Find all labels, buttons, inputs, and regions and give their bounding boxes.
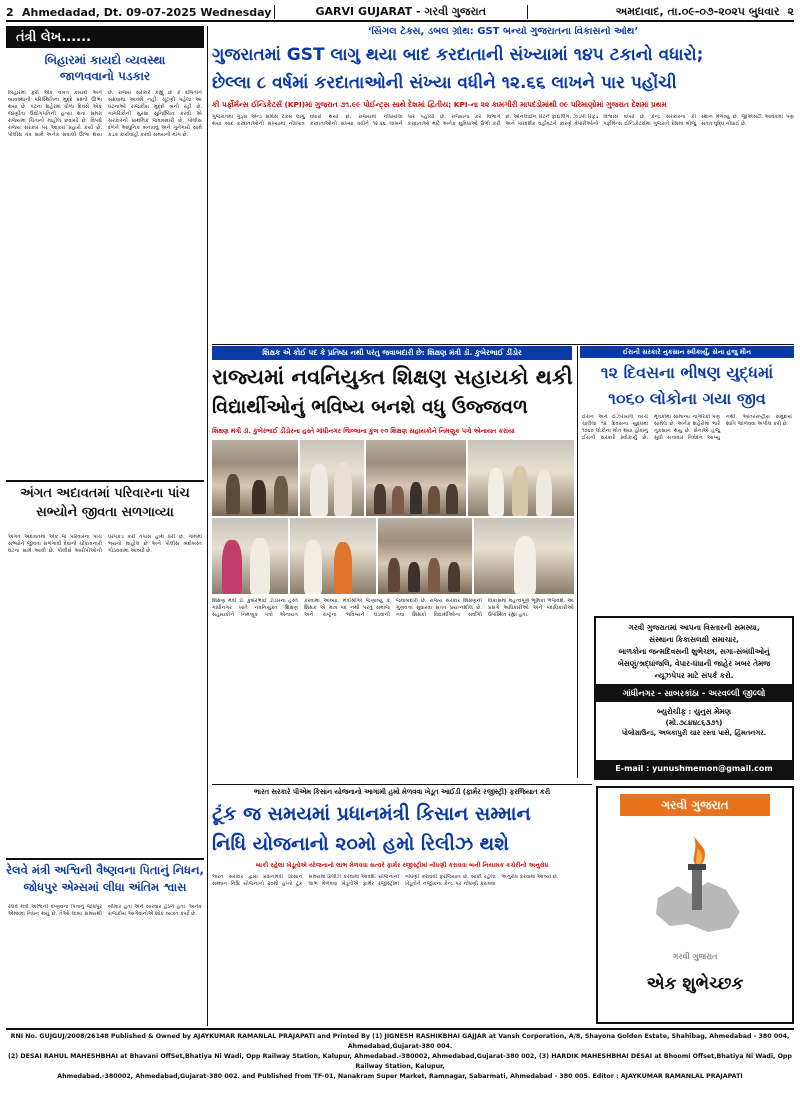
railway-story-headline: રેલવે મંત્રી અશ્વિની વૈષ્ણવના પિતાનું નિધન, જોધપુર એમ્સમાં લીધા અંતિમ શ્વાસ — [6, 863, 204, 894]
advert-line-2: સંસ્થાના કિકાસલક્ષી સમાચાર, — [649, 635, 739, 644]
teachers-headline-line2: વિદ્યાર્થીઓનું ભવિષ્ય બનશે વધુ ઉજ્જવળ — [212, 396, 528, 418]
imprint — [6, 1032, 794, 1098]
lead-headline-line2: છેલ્લા ૮ વર્ષમાં કરદાતાઓની સંખ્યા વધીને ૧૨.૬૬ લાખને પાર પહોંચી — [212, 73, 677, 93]
advert-phone: (મો.૭૮૪૪૮૬૩૭૧) — [665, 718, 723, 727]
lead-kicker: ‘સિંગલ ટેક્સ, ડબલ ગ્રોથ: GST બન્યો ગુજરાતના વિકાસનો ઓથ’ — [367, 26, 639, 37]
war-headline-line1: ૧૨ દિવસના ભીષણ યુદ્ધમાં — [600, 363, 774, 382]
imprint-line-1: RNI No. GUJGUJ/2008/26148 Published & Owned by AJAYKUMAR RAMANLAL PRAJAPATI and Printed By (1) JIGNESH RASHIKBHAI GAJJAR at Vansh Corporation, A/8, Shayona Golden Estate, Shahibag, Ahmedabad - 380 004, Ahmedabad,Gujarat-380 004. — [10, 1033, 790, 1050]
photo-felicitation — [290, 518, 376, 594]
header-date-english: Ahmedadad, Dt. 09-07-2025 Wednesday — [22, 5, 272, 19]
railway-story-body: રેલવે મંત્રી અશ્વિની વૈષ્ણવના પિતાનું જોધપુર એમ્સમાં નિધન થયું છે. તેઓ લાંબા સમયથી બીમાર હતા અને સારવાર હેઠળ હતા. અનેક રાજકીય આગેવાનોએ શોક વ્યક્ત કર્યો છે. — [8, 904, 202, 917]
gst-story-body: ગુજરાતમાં ગુડ્સ એન્ડ સર્વિસ ટેક્સ લાગુ થયા બાદ કરદાતાઓની સંખ્યામાં નોંધપાત્ર વધારો થયો છે. રાજ્યમાં નોંધાયેલા કરદાતાઓની સંખ્યા વધીને ૧૨.૬૬ લાખને પાર પહોંચી છે. રાજ્યના કર વિભાગે કરદાતાઓ માટે અનેક સુવિધાઓ ઉભી કરી છે. ઓનલાઈન રિટર્ન ફાઈલિંગ, ઝડપી રિફંડ અને પારદર્શક વહીવટને કારણે વેપારીઓનો વિશ્વાસ વધ્યો છે. કેન્દ્ર સરકારના કી પર્ફોર્મન્સ ઈન્ડિકેટર્સમાં ગુજરાતે દેશમાં બીજું સ્થાન મેળવ્યું છે. જીએસટી આવકમાં પણ સતત વૃદ્ધિ નોંધાઈ છે. — [212, 114, 794, 127]
advert-region: ગાંધીનગર - સાબરકાંઠા - અરવલ્લી જીલ્લો — [596, 684, 792, 702]
advert2-title: ગરવી ગુજરાત — [620, 794, 770, 816]
advert-address: પોલોગ્રાઉન્ડ, અલકાપુરી ચાર રસ્તા પાસે, હિંમતનગર. — [621, 729, 767, 737]
editorial-tag-text: તંત્રી લેખ...... — [16, 29, 92, 45]
war-kicker: ઈરાની સરકારે નુકસાન સ્વીકાર્યું, સેના હજુ મૌન — [580, 346, 794, 358]
photo-candidates — [378, 518, 472, 594]
kisan-strap: બાકી રહેલા ખેડૂતોએ યોજનાનો લાભ મેળવવા સત્વરે ફાર્મર રજીસ્ટ્રીમાં નોંધણી કરાવવા બની નિયામક કચેરીનો અનુરોધ — [255, 862, 549, 869]
advert2-wish: એક શુભેચ્છક — [646, 974, 744, 994]
photo-dais — [468, 440, 574, 516]
fire-story-headline: અંગત અદાવતમાં પરિવારના પાંચ સભ્યોને જીવતા સળગાવ્યા — [20, 486, 190, 520]
editorial-title: બિહારમાં કાયદો વ્યવસ્થા જાળવવાનો પડકાર — [44, 53, 166, 83]
photo-audience — [366, 440, 466, 516]
contact-advert — [594, 616, 794, 780]
header-date-gujarati: અમદાવાદ, તા.૦૯-૦૭-૨૦૨૫ બુધવાર — [615, 5, 780, 18]
advert-bureau-chief: બ્યુરોચીફ : યુનુસ મેમણ — [657, 707, 731, 716]
lead-subhead: કી પર્ફોર્મન્સ ઈન્ડિકેટર્સ (KPI)માં ગુજરાત ૭૧.૯૯ પોઈન્ટ્સ સાથે દેશમાં દ્વિતીય; KPI-ના ૨૨ કામગીરી માપદંડોમાંથી ૦૯ પરિમાણોમાં ગુજરાત દેશમાં પ્રથમ — [212, 100, 667, 109]
teachers-strap: શિક્ષણ મંત્રી ડૉ. કુબેરભાઈ ડીંડોરના હસ્તે ગાંધીનગર જિલ્લાના કુલ ૯૦ શિક્ષણ સહાયકોને નિમણૂક પત્રો એનાયત કરાયા — [212, 427, 515, 435]
editorial-body: બિહારમાં ફરી એક વખત કાયદો અને વ્યવસ્થાની પરિસ્થિતિના મુદ્દે પ્રશ્નો ઊભા થયા છે. પટના શહેરમાં ધોળા દિવસે એક જાણીતા ઉદ્યોગપતિની હત્યા થતા સમગ્ર રાજ્યમાં ચિંતાનો માહોલ છવાયો છે. વિપક્ષે રાજ્ય સરકાર પર આકરા પ્રહારો કર્યા છે. પોલીસ તંત્ર સામે અનેક સવાલો ઊભા થયા છે. રાજ્ય સરકારે કહ્યું છે કે દોષિતોને બક્ષવામાં આવશે નહીં. ચૂંટણી પહેલા આ ઘટનાઓ રાજકીય મુદ્દો બની રહી છે. નાગરિકોની સુરક્ષા સુનિશ્ચિત કરવી એ સરકારની પ્રાથમિક જવાબદારી છે. પોલીસ દળને આધુનિક બનાવવું અને ગુનેગારો સામે કડક કાર્યવાહી કરવી સમયની માંગ છે. — [8, 90, 202, 138]
war-headline-line2: ૧૦૬૦ લોકોના ગયા જીવ — [608, 389, 766, 408]
teachers-headline-line1: રાજ્યમાં નવનિયુક્ત શિક્ષણ સહાયકો થકી — [212, 365, 573, 389]
teachers-kicker: શિક્ષક એ કોઈ પદ કે પ્રતિષ્ઠા નથી પરંતુ જવાબદારી છે: શિક્ષણ મંત્રી ડૉ. કુબેરભાઈ ડીંડોર — [212, 346, 572, 360]
advert-line-5: ન્યૂઝપેપર માટે સંપર્ક કરો. — [654, 671, 734, 680]
teachers-story-body: શિક્ષણ મંત્રી ડૉ. કુબેરભાઈ ડીંડોરના હસ્તે ગાંધીનગર ખાતે નવનિયુક્ત શિક્ષણ સહાયકોને નિમણૂક પત્રો એનાયત કરવામાં આવ્યા. મંત્રીશ્રીએ જણાવ્યું કે શિક્ષક એ માત્ર પદ નથી પરંતુ સમાજ અને રાષ્ટ્રના ભવિષ્યને ઘડવાની જવાબદારી છે. રાજ્ય સરકાર શિક્ષણની ગુણવત્તા સુધારવા સતત પ્રયત્નશીલ છે. નવા શિક્ષકો વિદ્યાર્થીઓના સર્વાંગી વિકાસમાં મહત્વપૂર્ણ ભૂમિકા ભજવશે. આ પ્રસંગે અધિકારીઓ અને પદાધિકારીઓ ઉપસ્થિત રહ્યા હતા. — [212, 598, 574, 618]
photo-appointment-letter — [212, 518, 288, 594]
kisan-headline-line2: નિધિ યોજનાનો ૨૦મો હમો રિલીઝ થશે — [212, 833, 509, 855]
kisan-headline-line1: ટૂંક જ સમયમાં પ્રધાનમંત્રી કિસાન સમ્માન — [212, 803, 531, 825]
photo-seminar-hall — [212, 440, 298, 516]
advert-line-3: બાળકોના જન્મદિવસની શુભેચ્છા, સગા-સંબંધીઓનું — [618, 647, 770, 656]
imprint-line-2: (2) DESAI RAHUL MAHESHBHAI at Bhavani OffSet,Bhatiya Ni Wadi, Opp Railway Station, Kalupur, Ahmedabad.-380002, Ahmedabad,Gujarat-380 002, (3) HARDIK MAHESHBHAI DESAI at Bhoomi Offset,Bhatiya Ni Wadi, Opp Railway Station, Kalupur, — [8, 1053, 792, 1070]
gujarat-torch-logo — [648, 828, 748, 948]
page-number-right: ૨ — [787, 5, 794, 18]
kisan-story-body: ભારત સરકાર દ્વારા પ્રધાનમંત્રી કિસાન સમ્માન નિધિ યોજનાનો ૨૦મો હપ્તો ટૂંક સમયમાં રિલીઝ કરવામાં આવશે. યોજનાનો લાભ મેળવવા ખેડૂતોએ ફાર્મર રજીસ્ટ્રીમાં નોંધણી કરાવવી ફરજિયાત છે. બાકી રહેલા ખેડૂતોને નજીકના કેન્દ્ર પર નોંધણી કરાવવા અનુરોધ કરવામાં આવ્યો છે. — [212, 874, 559, 887]
advert-email: E-mail : yunushmemon@gmail.com — [596, 760, 792, 778]
advert2-caption: ગરવી ગુજરાત — [672, 952, 718, 961]
advert-line-4: બેસણું/શ્રદ્ધાંજલિ, વેપાર-ધંધાની જાહેર ખબર તેમજ — [617, 659, 771, 668]
page-header — [6, 4, 794, 22]
editorial-tag — [6, 26, 204, 48]
header-brand: GARVI GUJARAT - ગરવી ગુજરાત — [274, 5, 528, 19]
page-number: 2 — [6, 5, 14, 19]
photo-minister-stage — [300, 440, 364, 516]
lead-headline-line1: ગુજરાતમાં GST લાગુ થયા બાદ કરદાતાની સંખ્યામાં ૧૪૫ ટકાનો વધારો; — [212, 45, 704, 65]
photo-speech — [474, 518, 574, 594]
well-wisher-advert — [596, 786, 794, 1024]
imprint-line-3: Ahmedabad.-380002, Ahmedabad,Gujarat-380 002. and Published from TF-01, Nanakram Super Market, Ramnagar, Sabarmati, Ahmedabad - 380 005. Editor : AJAYKUMAR RAMANLAL PRAJAPATI — [57, 1073, 743, 1080]
advert-line-1: ગરવી ગુજરાતમાં આપના વિસ્તારની સમસ્યા, — [628, 623, 760, 632]
war-story-body: ઈરાન અને ઈઝરાયલ વચ્ચે ચાલેલા ૧૨ દિવસના યુદ્ધમાં ૧૦૬૦ લોકોના મોત થયા હોવાનું ઈરાની સરકારે સ્વીકાર્યું છે. મૃતકોમાં સામાન્ય નાગરિકો પણ સામેલ છે. અનેક શહેરોમાં ભારે નુકસાન થયું છે. સેનાએ હજુ સુધી સત્તાવાર નિવેદન આપ્યું નથી. આંતરરાષ્ટ્રીય સમુદાયે શાંતિ જાળવવા અપીલ કરી છે. — [582, 414, 792, 441]
fire-story-body: અંગત અદાવતમાં એક જ પરિવારના પાંચ સભ્યોને જીવતા સળગાવી દેવાની ચોંકાવનારી ઘટના સામે આવી છે. પોલીસે આરોપીઓની ધરપકડ કરી તપાસ હાથ ધરી છે. ગામમાં ભયનો માહોલ છે અને પોલીસ બંદોબસ્ત ગોઠવવામાં આવ્યો છે. — [8, 534, 202, 554]
kisan-kicker: ભારત સરકારે પીએમ કિસાન યોજનાનો આગામી હમો મેળવવા ખેડૂત આઈડી (ફાર્મર રજીસ્ટ્રી) ફરજિયાત કરી — [253, 788, 551, 796]
